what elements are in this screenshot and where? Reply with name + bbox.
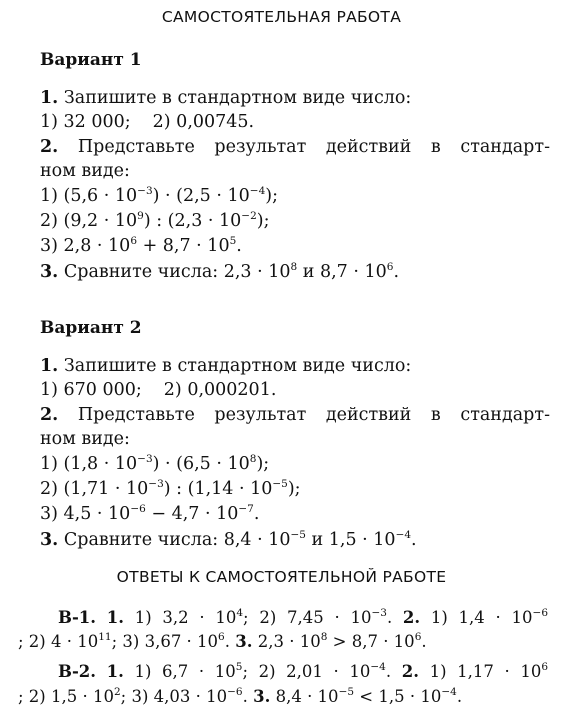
v2-task-2-text: Представьте результат действий в стандарт- <box>77 405 550 425</box>
v1-task-1-text: Запишите в стандартном виде число: <box>63 88 412 108</box>
text-fragment: . <box>236 236 242 256</box>
exponent: −6 <box>130 503 146 515</box>
exponent: 4 <box>236 607 244 619</box>
text-fragment: − 4,7 · 10 <box>145 504 239 524</box>
v2-task-1 <box>40 355 550 377</box>
text-fragment: . <box>242 687 248 706</box>
text-fragment: 2,3 · 10 <box>257 632 321 651</box>
answers-v1-line-2 <box>18 631 548 653</box>
answers-v2-line-1 <box>58 661 548 683</box>
v2-task-3 <box>40 529 550 551</box>
exponent: 6 <box>541 661 549 673</box>
v1-task-3 <box>40 261 550 283</box>
bold-label: В-1. <box>58 608 97 627</box>
text-fragment: Сравните числа: 8,4 · 10 <box>63 530 291 550</box>
answers-heading: ОТВЕТЫ К САМОСТОЯТЕЛЬНОЙ РАБОТЕ <box>116 568 447 586</box>
text-fragment: 8,4 · 10 <box>275 687 339 706</box>
v2-task-2-continuation: ном виде: <box>40 429 130 449</box>
text-fragment: 2) (9,2 · 10 <box>40 211 138 231</box>
exponent: 8 <box>290 261 298 273</box>
text-fragment: и 1,5 · 10 <box>305 530 396 550</box>
exponent: −4 <box>395 529 412 541</box>
variant-2-heading: Вариант 2 <box>40 318 142 338</box>
v1-task-2-number: 2. <box>40 137 59 157</box>
text-fragment: . <box>411 530 417 550</box>
v2-task-2 <box>40 404 550 426</box>
page-title: САМОСТОЯТЕЛЬНАЯ РАБОТА <box>161 8 402 26</box>
bold-label: 1. <box>106 608 124 627</box>
v1-task-2-text: Представьте результат действий в стандарт- <box>77 137 550 157</box>
v2-task-2-item-2 <box>40 478 550 500</box>
text-fragment: ; 3) 3,67 · 10 <box>111 632 219 651</box>
bold-label: 3. <box>40 530 59 550</box>
text-fragment: . <box>253 504 260 524</box>
exponent: −7 <box>238 503 254 515</box>
text-fragment: . <box>385 662 392 681</box>
exponent: 8 <box>249 453 257 465</box>
exponent: −3 <box>371 607 387 619</box>
v2-task-2-item-3 <box>40 503 550 525</box>
exponent: −5 <box>272 478 288 490</box>
text-fragment: ) · (6,5 · 10 <box>152 454 250 474</box>
bold-label: 3. <box>40 262 59 282</box>
bold-label: 3. <box>253 687 271 706</box>
text-fragment: 1) 3,2 · 10 <box>134 608 237 627</box>
v1-task-1-items <box>40 111 550 133</box>
v2-task-2-number: 2. <box>40 405 59 425</box>
v2-task-2-item-1 <box>40 453 550 475</box>
exponent: 6 <box>386 261 394 273</box>
v1-task-1 <box>40 87 550 109</box>
v1-task-2-continuation: ном виде: <box>40 161 130 181</box>
text-fragment: ); <box>265 186 278 206</box>
text-fragment: ; 2) 4 · 10 <box>18 632 99 651</box>
bold-label: 1. <box>106 662 124 681</box>
text-fragment: 1) 1,17 · 10 <box>429 662 542 681</box>
v2-task-1-item-1: 1) 670 000; <box>40 380 142 400</box>
text-fragment: 1) (5,6 · 10 <box>40 186 138 206</box>
v1-task-1-item-1: 1) 32 000; <box>40 112 131 132</box>
exponent: −4 <box>249 185 266 197</box>
text-fragment: 2) (1,71 · 10 <box>40 479 149 499</box>
text-fragment: . <box>393 262 400 282</box>
exponent: 8 <box>320 631 328 643</box>
text-fragment: ) : (2,3 · 10 <box>143 211 242 231</box>
text-fragment: и 8,7 · 10 <box>297 262 387 282</box>
exponent: 5 <box>229 235 237 247</box>
exponent: 11 <box>98 631 112 643</box>
text-fragment: . <box>456 687 463 706</box>
text-fragment: 1) (1,8 · 10 <box>40 454 138 474</box>
text-fragment: < 1,5 · 10 <box>354 687 442 706</box>
text-fragment: . <box>386 608 393 627</box>
exponent: −3 <box>137 453 153 465</box>
exponent: −3 <box>148 478 164 490</box>
text-fragment: ) · (2,5 · 10 <box>152 186 250 206</box>
bold-label: 3. <box>235 632 253 651</box>
text-fragment: 1) 1,4 · 10 <box>430 608 533 627</box>
text-fragment: ); <box>287 479 301 499</box>
bold-label: В-2. <box>58 662 97 681</box>
bold-label: 2. <box>402 608 421 627</box>
exponent: 5 <box>235 661 243 673</box>
exponent: −2 <box>241 210 257 222</box>
v1-task-1-item-2: 2) 0,00745. <box>152 112 255 132</box>
text-fragment: > 8,7 · 10 <box>327 632 415 651</box>
variant-1-heading: Вариант 1 <box>40 50 142 70</box>
text-fragment: 3) 4,5 · 10 <box>40 504 131 524</box>
text-fragment: ; 2) 1,5 · 10 <box>18 687 114 706</box>
text-fragment: 1) 6,7 · 10 <box>134 662 236 681</box>
exponent: −6 <box>532 607 548 619</box>
text-fragment: + 8,7 · 10 <box>137 236 230 256</box>
answers-v2-line-2 <box>18 686 548 708</box>
text-fragment: Сравните числа: 2,3 · 10 <box>63 262 291 282</box>
v2-task-1-number: 1. <box>40 356 59 376</box>
text-fragment: . <box>224 632 230 651</box>
v1-task-2-item-3 <box>40 235 550 257</box>
v1-task-2-item-1 <box>40 185 550 207</box>
text-fragment: ); <box>256 454 270 474</box>
text-fragment: 3) 2,8 · 10 <box>40 236 131 256</box>
text-fragment: ; 2) 7,45 · 10 <box>243 608 372 627</box>
text-fragment: . <box>421 632 427 651</box>
v2-task-1-text: Запишите в стандартном виде число: <box>63 356 412 376</box>
exponent: 2 <box>113 686 121 698</box>
v2-task-1-items <box>40 379 550 401</box>
text-fragment: ; 2) 2,01 · 10 <box>242 662 371 681</box>
exponent: −4 <box>370 661 386 673</box>
text-fragment: ) : (1,14 · 10 <box>163 479 273 499</box>
bold-label: 2. <box>401 662 419 681</box>
text-fragment: ; 3) 4,03 · 10 <box>120 687 228 706</box>
exponent: −3 <box>137 185 153 197</box>
exponent: 6 <box>414 631 422 643</box>
exponent: −5 <box>338 686 355 698</box>
exponent: 9 <box>137 210 144 222</box>
v1-task-1-number: 1. <box>40 88 59 108</box>
exponent: −4 <box>441 686 457 698</box>
exponent: 6 <box>130 235 137 247</box>
v2-task-1-item-2: 2) 0,000201. <box>163 380 277 400</box>
answers-v1-line-1 <box>58 607 548 629</box>
text-fragment: ); <box>256 211 270 231</box>
v1-task-2 <box>40 136 550 158</box>
exponent: 6 <box>218 631 225 643</box>
exponent: −5 <box>290 529 306 541</box>
v1-task-2-item-2 <box>40 210 550 232</box>
exponent: −6 <box>227 686 243 698</box>
